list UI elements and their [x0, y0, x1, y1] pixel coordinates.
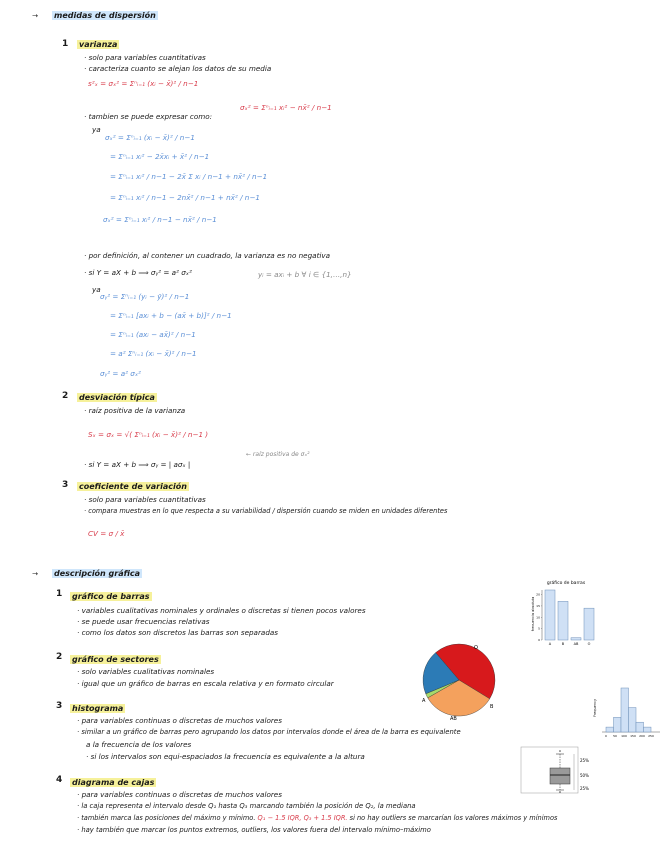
histogram-ylabel: Frequency [593, 698, 597, 718]
bar-chart [530, 578, 602, 646]
pie-label: AB [450, 716, 457, 722]
histogram-tick-label: 0 [605, 734, 607, 738]
text-line: · para variables continuas o discretas de muchos valores [77, 790, 282, 799]
text-line [77, 814, 557, 823]
section-arrow: → [32, 11, 39, 20]
text-line: · caracteriza cuanto se alejan los datos de su media [84, 64, 272, 73]
item-number: 3 [62, 480, 69, 490]
derivation-line: = a² Σⁿᵢ₌₁ (xᵢ − x̄)² / n−1 [110, 349, 197, 358]
text-segment: · también marca las posiciones del máximo y mínimo. [77, 814, 256, 822]
heading-histograma: histograma [72, 704, 124, 713]
bar-category: AB [573, 642, 579, 646]
histogram-tick-label: 150 [630, 734, 636, 738]
item-number: 2 [56, 652, 63, 662]
histogram-tick-label: 200 [639, 734, 645, 738]
text-line: · hay también que marcar los puntos extremos, outliers, los valores fuera del intervalo mínimo–máximo [77, 826, 431, 834]
item-number: 2 [62, 391, 69, 401]
heading-cajas: diagrama de cajas [72, 778, 155, 787]
box-outlier [559, 750, 561, 752]
heading-cv: coeficiente de variación [79, 482, 187, 491]
text-line: · si Y = aX + b ⟹ σᵧ = | aσₓ | [84, 460, 191, 469]
bar [545, 590, 555, 640]
formula-desviacion: Sₓ = σₓ = √( Σⁿᵢ₌₁ (xᵢ − x̄)² / n−1 ) [88, 430, 209, 439]
bar-tick-label: 15 [536, 603, 540, 608]
text-line: · solo variables cualitativas nominales [77, 667, 215, 676]
text-line: · la caja representa el intervalo desde Q₁ hasta Q₃ marcando también la posición de Q₂, la mediana [77, 802, 416, 810]
derivation-line: σₓ² = Σⁿᵢ₌₁ (xᵢ − x̄)² / n−1 [105, 133, 195, 142]
bar [584, 608, 594, 640]
histogram-bar [606, 727, 614, 732]
text-line: · solo para variables cuantitativas [84, 495, 206, 504]
item-number: 3 [56, 701, 63, 711]
text-segment: si no hay outliers se marcarían los valores máximos y mínimos [349, 814, 558, 822]
histogram [592, 680, 664, 744]
derivation-line: = Σⁿᵢ₌₁ xᵢ² − 2x̄xᵢ + x̄² / n−1 [110, 152, 210, 161]
derivation-result: σᵧ² = a² σₓ² [100, 369, 141, 378]
box-outlier [559, 791, 561, 793]
pie-chart [418, 640, 500, 722]
derivation-result: σₓ² = Σⁿᵢ₌₁ xᵢ² / n−1 − nx̄² / n−1 [103, 215, 217, 224]
box-pct: 25% [580, 758, 589, 763]
bar-chart-ylabel: frecuencia absoluta [531, 596, 535, 632]
bar [558, 601, 568, 640]
text-line: · para variables continuas o discretas de muchos valores [77, 716, 282, 725]
text-line: · como los datos son discretos las barras son separadas [77, 628, 279, 637]
formula-varianza: s²ₓ = σₓ² = Σⁿᵢ₌₁ (xᵢ − x̄)² / n−1 [88, 79, 199, 88]
histogram-bar [629, 708, 637, 732]
box-rect [550, 768, 570, 784]
formula-cv: CV = σ / x̄ [88, 529, 125, 538]
bar-category: A [548, 642, 552, 646]
text-line: · si Y = aX + b ⟹ σᵧ² = a² σₓ² [84, 268, 192, 277]
bar-category: O [587, 642, 591, 646]
text-line: · compara muestras en lo que respecta a su variabilidad / dispersión cuando se miden en unidades diferentes [84, 507, 448, 515]
histogram-tick-label: 50 [613, 734, 617, 738]
text-line: · raíz positiva de la varianza [84, 406, 186, 415]
text-note: ← raíz positiva de σₓ² [246, 451, 310, 458]
heading-sectores: gráfico de sectores [72, 655, 159, 664]
derivation-line: = Σⁿᵢ₌₁ [axᵢ + b − (ax̄ + b)]² / n−1 [110, 311, 232, 320]
bar-tick-label: 5 [538, 626, 540, 631]
text-line: · variables cualitativas nominales y ordinales o discretas si tienen pocos valores [77, 606, 366, 615]
heading-desviacion: desviación típica [79, 393, 155, 402]
text-segment-iqr: Q₁ − 1.5 IQR, Q₃ + 1.5 IQR. [257, 814, 348, 822]
bar-chart-title: gráfico de barras [546, 581, 586, 586]
pie-label: B [490, 704, 494, 710]
bar [571, 638, 581, 640]
text-ya: ya [92, 285, 101, 294]
histogram-bar [636, 722, 644, 732]
text-line: · se puede usar frecuencias relativas [77, 617, 210, 626]
section-arrow: → [32, 569, 39, 578]
derivation-line: σᵧ² = Σⁿᵢ₌₁ (yᵢ − ȳ)² / n−1 [100, 292, 190, 301]
text-line: a la frecuencia de los valores [86, 740, 192, 749]
text-line: · igual que un gráfico de barras en escala relativa y en formato circular [77, 679, 334, 688]
bar-tick-label: 20 [536, 592, 540, 597]
text-note: yᵢ = axᵢ + b ∀ i ∈ {1,…,n} [258, 270, 352, 279]
heading-barras: gráfico de barras [72, 592, 150, 601]
pie-label: A [422, 698, 426, 704]
text-line: · por definición, al contener un cuadrado, la varianza es no negativa [84, 251, 331, 260]
derivation-line: = Σⁿᵢ₌₁ xᵢ² / n−1 − 2x̄ Σ xᵢ / n−1 + nx̄² / n−1 [110, 172, 268, 181]
histogram-tick-label: 250 [648, 734, 654, 738]
text-line: · tambien se puede expresar como: [84, 112, 213, 121]
bar-category: B [561, 642, 565, 646]
formula-varianza-alt: σₓ² = Σⁿᵢ₌₁ xᵢ² − nx̄² / n−1 [240, 103, 332, 112]
section-title-dispersion: medidas de dispersión [54, 11, 156, 20]
text-line: · solo para variables cuantitativas [84, 53, 206, 62]
box-pct: 50% [580, 773, 589, 778]
box-plot [520, 746, 598, 794]
bar-tick-label: 0 [538, 638, 540, 642]
section-title-grafica: descripción gráfica [54, 569, 141, 578]
box-pct: 25% [580, 786, 589, 791]
histogram-bar [621, 688, 629, 732]
bar-tick-label: 10 [536, 615, 540, 620]
histogram-bar [644, 727, 652, 732]
heading-varianza: varianza [79, 40, 118, 49]
item-number: 1 [62, 39, 69, 49]
histogram-bar [614, 717, 622, 732]
item-number: 1 [56, 589, 63, 599]
histogram-tick-label: 100 [621, 734, 627, 738]
text-line: · similar a un gráfico de barras pero agrupando los datos por intervalos donde el área de la barra es equivalente [77, 728, 461, 736]
pie-label: O [474, 645, 478, 651]
derivation-line: = Σⁿᵢ₌₁ xᵢ² / n−1 − 2nx̄² / n−1 + nx̄² / n−1 [110, 193, 260, 202]
text-line: · si los intervalos son equi-espaciados la frecuencia es equivalente a la altura [86, 752, 365, 761]
derivation-line: = Σⁿᵢ₌₁ (axᵢ − ax̄)² / n−1 [110, 330, 196, 339]
text-ya: ya [92, 125, 101, 134]
item-number: 4 [56, 775, 63, 785]
